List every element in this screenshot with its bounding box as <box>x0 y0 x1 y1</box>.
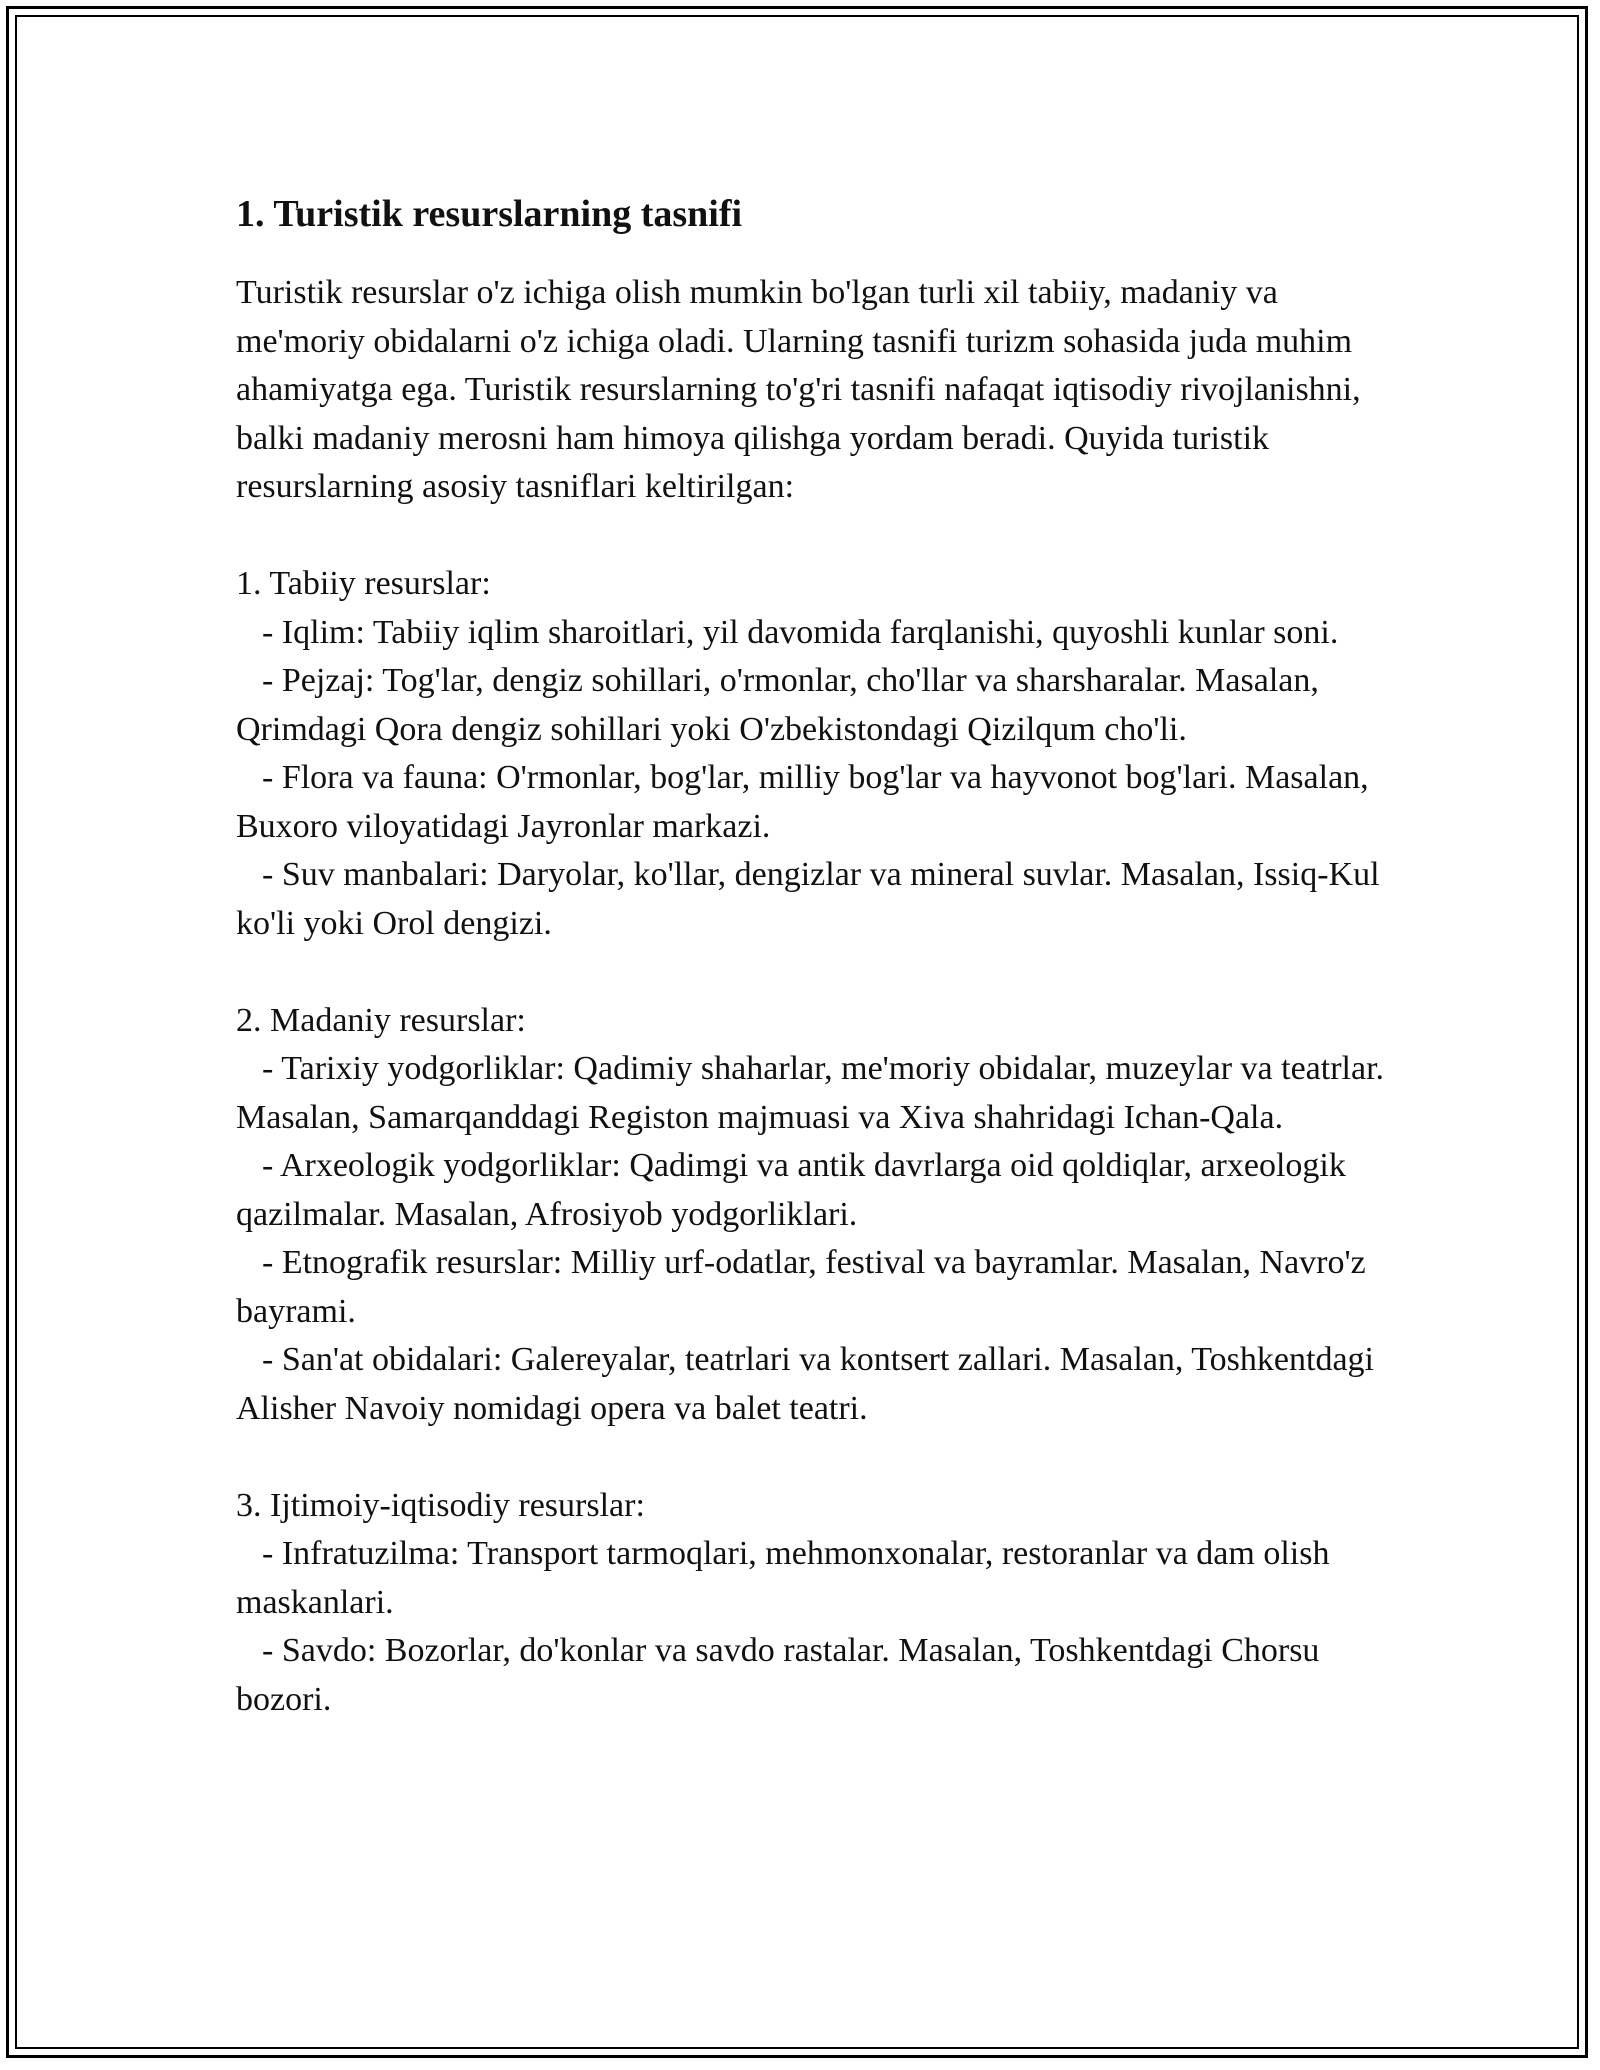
list-item: - Flora va fauna: O'rmonlar, bog'lar, milliy bog'lar va hayvonot bog'lari. Masalan, Buxoro viloyatidagi Jayronlar markazi. <box>236 759 1369 845</box>
document-title: 1. Turistik resurslarning tasnifi <box>236 193 743 235</box>
list-item: - Iqlim: Tabiiy iqlim sharoitlari, yil davomida farqlanishi, quyoshli kunlar soni. <box>262 613 1339 651</box>
spacer <box>236 948 1386 997</box>
list-item: - Pejzaj: Tog'lar, dengiz sohillari, o'rmonlar, cho'llar va sharsharalar. Masalan, Qrimdagi Qora dengiz sohillari yoki O'zbekistondagi Qizilqum cho'li. <box>236 662 1319 748</box>
intro-paragraph: Turistik resurslar o'z ichiga olish mumkin bo'lgan turli xil tabiiy, madaniy va me'moriy obidalarni o'z ichiga oladi. Ularning tasnifi turizm sohasida juda muhim ahamiyatga ega. Turistik resurslarning to'g'ri tasnifi nafaqat iqtisodiy rivojlanishni, balki madaniy merosni ham himoya qilishga yordam beradi. Quyida turistik resurslarning asosiy tasniflari keltirilgan: <box>236 274 1361 505</box>
section-heading: 3. Ijtimoiy-iqtisodiy resurslar: <box>236 1486 645 1524</box>
spacer <box>236 512 1386 561</box>
section-heading: 2. Madaniy resurslar: <box>236 1001 526 1039</box>
section-cultural <box>236 997 1386 1434</box>
list-item: - San'at obidalari: Galereyalar, teatrlari va kontsert zallari. Masalan, Toshkentdagi Alisher Navoiy nomidagi opera va balet teatri. <box>236 1341 1374 1427</box>
section-heading: 1. Tabiiy resurslar: <box>236 565 491 602</box>
document-body <box>236 190 1386 1724</box>
list-item: - Tarixiy yodgorliklar: Qadimiy shaharlar, me'moriy obidalar, muzeylar va teatrlar. Masalan, Samarqanddagi Registon majmuasi va Xiva shahridagi Ichan-Qala. <box>236 1050 1385 1136</box>
spacer <box>236 1433 1386 1482</box>
section-socioeconomic <box>236 1482 1386 1725</box>
section-natural <box>236 560 1386 948</box>
list-item: - Savdo: Bozorlar, do'konlar va savdo rastalar. Masalan, Toshkentdagi Chorsu bozori. <box>236 1632 1320 1718</box>
list-item: - Etnografik resurslar: Milliy urf-odatlar, festival va bayramlar. Masalan, Navro'z bayrami. <box>236 1244 1366 1330</box>
list-item: - Arxeologik yodgorliklar: Qadimgi va antik davrlarga oid qoldiqlar, arxeologik qazilmalar. Masalan, Afrosiyob yodgorliklari. <box>236 1147 1346 1233</box>
list-item: - Suv manbalari: Daryolar, ko'llar, dengizlar va mineral suvlar. Masalan, Issiq-Kul ko'li yoki Orol dengizi. <box>236 856 1380 942</box>
list-item: - Infratuzilma: Transport tarmoqlari, mehmonxonalar, restoranlar va dam olish maskanlari. <box>236 1535 1330 1621</box>
